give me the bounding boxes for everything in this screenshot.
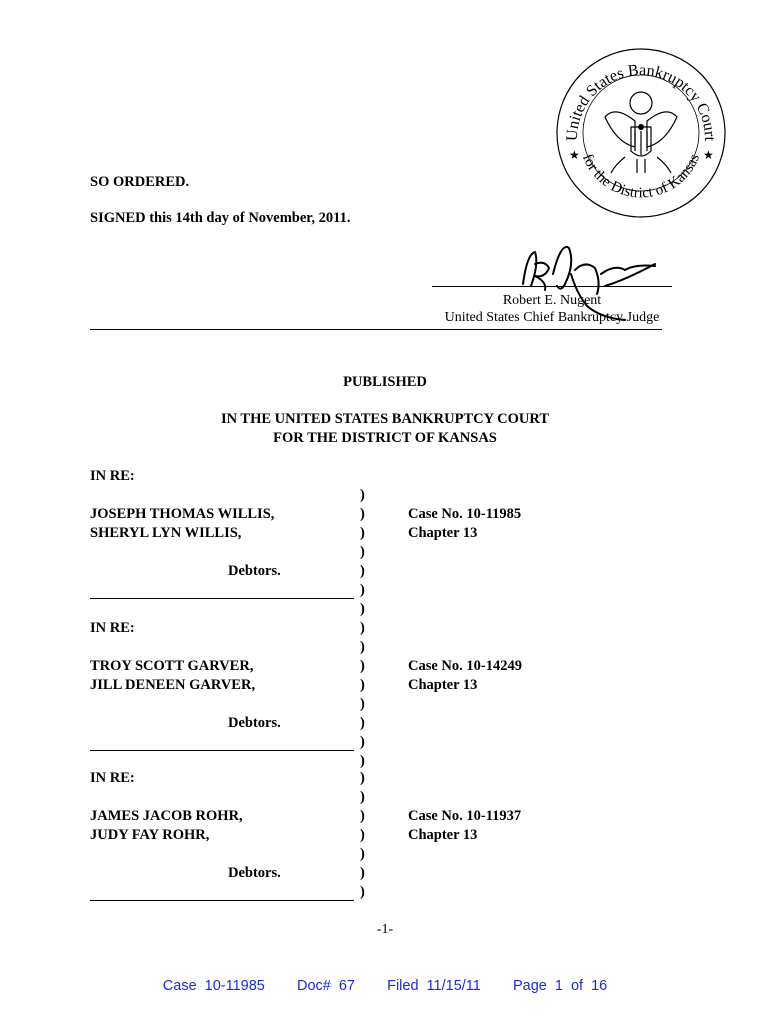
debtor-name: TROY SCOTT GARVER, — [90, 658, 254, 674]
eagle-seal-icon — [555, 47, 727, 219]
debtor-name: JILL DENEEN GARVER, — [90, 677, 256, 693]
case-number: Case No. 10-11937 — [408, 808, 522, 824]
paren: ) — [360, 601, 365, 617]
seal-bottom-text: for the District of Kansas — [578, 151, 704, 202]
debtors-label: Debtors. — [228, 715, 281, 731]
in-re-label: IN RE: — [90, 770, 135, 786]
judge-title: United States Chief Bankruptcy Judge — [444, 310, 660, 325]
case-caption — [90, 468, 730, 908]
caption-divider — [90, 900, 354, 901]
paren: ) — [360, 544, 365, 560]
header-rule — [90, 329, 662, 330]
debtor-name: JUDY FAY ROHR, — [90, 827, 210, 843]
in-re-label: IN RE: — [90, 468, 135, 484]
debtor-name: SHERYL LYN WILLIS, — [90, 525, 242, 541]
paren: ) — [360, 770, 365, 786]
judge-name: Robert E. Nugent — [502, 293, 602, 308]
paren: ) — [360, 753, 365, 769]
paren: ) — [360, 734, 365, 750]
court-heading-line1: IN THE UNITED STATES BANKRUPTCY COURT — [220, 411, 550, 427]
caption-divider — [90, 598, 354, 599]
debtors-label: Debtors. — [228, 563, 281, 579]
paren: ) — [360, 506, 365, 522]
svg-text:★: ★ — [569, 148, 580, 162]
chapter: Chapter 13 — [408, 827, 478, 843]
chapter: Chapter 13 — [408, 677, 478, 693]
paren: ) — [360, 846, 365, 862]
signature-line — [432, 286, 672, 287]
published-heading: PUBLISHED — [343, 374, 427, 390]
caption-divider — [90, 750, 354, 751]
debtors-label: Debtors. — [228, 865, 281, 881]
case-number: Case No. 10-11985 — [408, 506, 522, 522]
debtor-name: JAMES JACOB ROHR, — [90, 808, 243, 824]
paren: ) — [360, 696, 365, 712]
paren: ) — [360, 715, 365, 731]
page-number: -1- — [376, 922, 394, 937]
in-re-label: IN RE: — [90, 620, 135, 636]
paren: ) — [360, 525, 365, 541]
paren: ) — [360, 865, 365, 881]
debtor-name: JOSEPH THOMAS WILLIS, — [90, 506, 275, 522]
paren: ) — [360, 639, 365, 655]
svg-text:for the District of Kansas — [579, 152, 703, 202]
chapter: Chapter 13 — [408, 525, 478, 541]
paren: ) — [360, 582, 365, 598]
so-ordered: SO ORDERED. — [90, 174, 190, 190]
paren: ) — [360, 827, 365, 843]
court-seal — [555, 47, 727, 219]
case-number: Case No. 10-14249 — [408, 658, 522, 674]
paren: ) — [360, 563, 365, 579]
court-heading-line2: FOR THE DISTRICT OF KANSAS — [273, 430, 497, 446]
signed-date: SIGNED this 14th day of November, 2011. — [90, 210, 351, 226]
paren: ) — [360, 884, 365, 900]
docket-footer: Case 10-11985 Doc# 67 Filed 11/15/11 Page 1 of 16 — [162, 978, 608, 994]
paren: ) — [360, 620, 365, 636]
svg-text:★: ★ — [703, 148, 714, 162]
paren: ) — [360, 487, 365, 503]
paren: ) — [360, 789, 365, 805]
paren: ) — [360, 808, 365, 824]
seal-top-text: United States Bankruptcy Court — [563, 61, 719, 142]
paren: ) — [360, 677, 365, 693]
paren: ) — [360, 658, 365, 674]
